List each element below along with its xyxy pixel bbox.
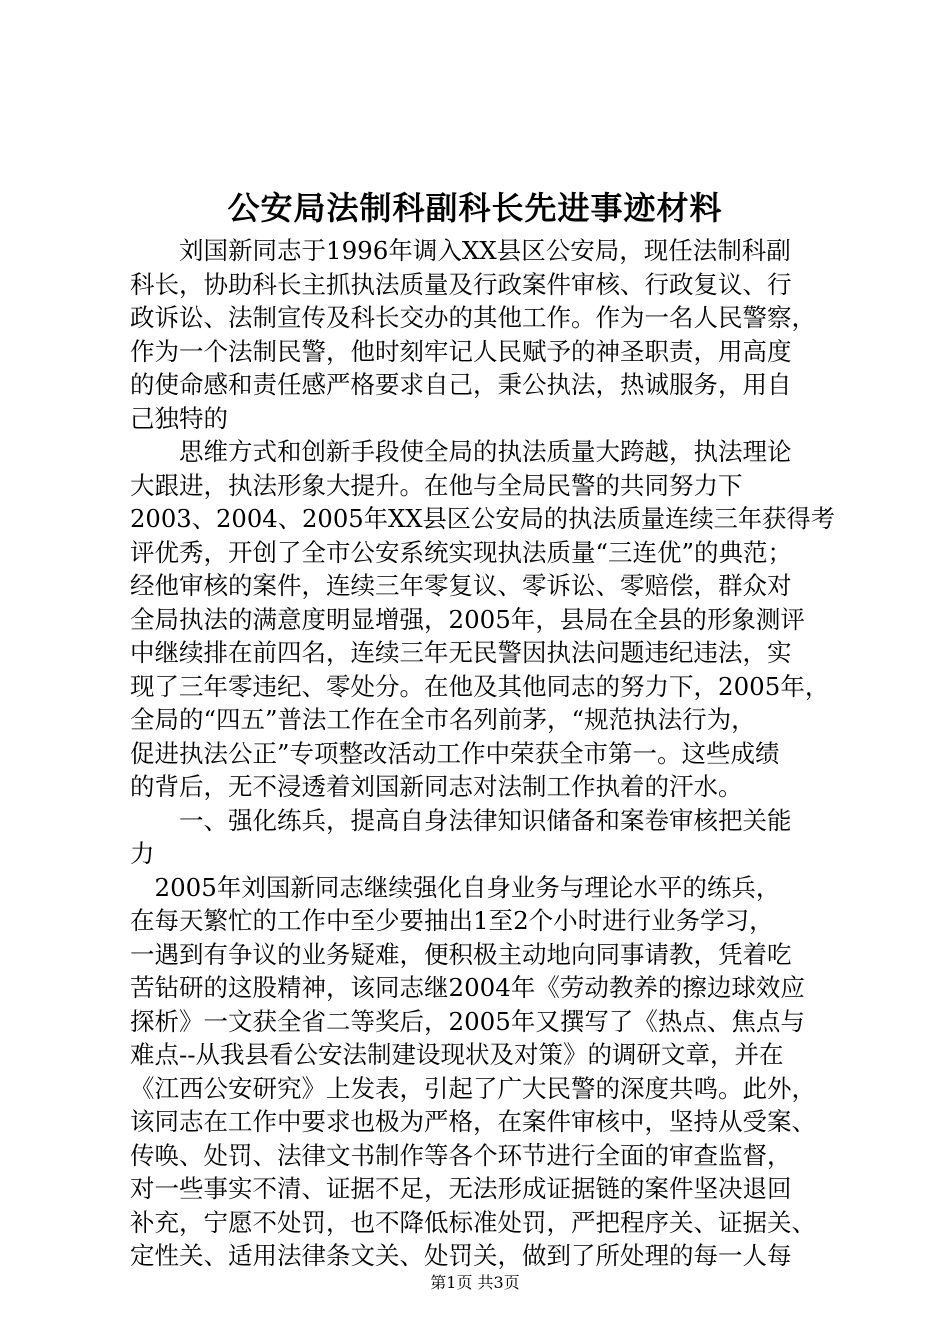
body-line: 作为一个法制民警，他时刻牢记人民赋予的神圣职责，用高度: [130, 336, 792, 366]
body-line: 苦钻研的这股精神，该同志继2004年《劳动教养的擦边球效应: [130, 973, 805, 1002]
body-line: 补充，宁愿不处罚，也不降低标准处罚，严把程序关、证据关、: [130, 1207, 816, 1237]
body-line: 传唤、处罚、法律文书制作等各个环节进行全面的审查监督，: [130, 1140, 792, 1170]
body-line: 的使命感和责任感严格要求自己，秉公执法，热诚服务，用自: [130, 370, 792, 399]
body-line: 2003、2004、2005年XX县区公安局的执法质量连续三年获得考: [130, 504, 835, 533]
body-line: 经他审核的案件，连续三年零复议、零诉讼、零赔偿，群众对: [130, 571, 792, 600]
section-heading: 一、强化练兵，提高自身法律知识储备和案卷审核把关能: [130, 805, 792, 835]
body-line: 政诉讼、法制宣传及科长交办的其他工作。作为一名人民警察，: [130, 303, 816, 332]
body-line: 思维方式和创新手段使全局的执法质量大跨越，执法理论: [130, 437, 792, 466]
body-line: 全局执法的满意度明显增强，2005年，县局在全县的形象测评: [130, 604, 805, 634]
body-line: 全局的“四五”普法工作在全市名列前茅，“规范执法行为，: [130, 705, 756, 734]
body-line: 《江西公安研究》上发表，引起了广大民警的深度共鸣。此外，: [130, 1073, 816, 1103]
body-line: 己独特的: [130, 403, 228, 433]
body-line: 科长，协助科长主抓执法质量及行政案件审核、行政复议、行: [130, 269, 792, 299]
body-line: 2005年刘国新同志继续强化自身业务与理论水平的练兵，: [130, 872, 781, 902]
body-line: 对一些事实不清、证据不足，无法形成证据链的案件坚决退回: [130, 1174, 792, 1203]
body-line: 探析》一文获全省二等奖后，2005年又撰写了《热点、焦点与: [130, 1006, 805, 1036]
body-line: 一遇到有争议的业务疑难，便积极主动地向同事请教，凭着吃: [130, 939, 792, 969]
body-line: 该同志在工作中要求也极为严格，在案件审核中，坚持从受案、: [130, 1107, 816, 1136]
body-line: 定性关、适用法律条文关、处罚关，做到了所处理的每一人每: [130, 1241, 792, 1270]
body-line: 中继续排在前四名，连续三年无民警因执法问题违纪违法，实: [130, 638, 792, 667]
body-line: 评优秀，开创了全市公安系统实现执法质量“三连优”的典范；: [130, 537, 793, 567]
body-line: 难点--从我县看公安法制建设现状及对策》的调研文章，并在: [130, 1040, 784, 1069]
body-line: 大跟进，执法形象大提升。在他与全局民警的共同努力下: [130, 470, 743, 500]
section-heading: 力: [130, 839, 155, 868]
body-line: 刘国新同志于1996年调入XX县区公安局，现任法制科副: [130, 236, 791, 265]
body-line: 在每天繁忙的工作中至少要抽出1至2个小时进行业务学习，: [130, 906, 774, 935]
page-footer: 第1页 共3页: [430, 1273, 520, 1292]
document-body: [130, 234, 835, 1273]
document-title: 公安局法制科副科长先进事迹材料: [227, 189, 723, 227]
body-line: 的背后，无不浸透着刘国新同志对法制工作执着的汗水。: [130, 772, 743, 801]
body-line: 促进执法公正”专项整改活动工作中荣获全市第一。这些成绩: [130, 738, 780, 768]
body-line: 现了三年零违纪、零处分。在他及其他同志的努力下，2005年，: [130, 671, 830, 701]
